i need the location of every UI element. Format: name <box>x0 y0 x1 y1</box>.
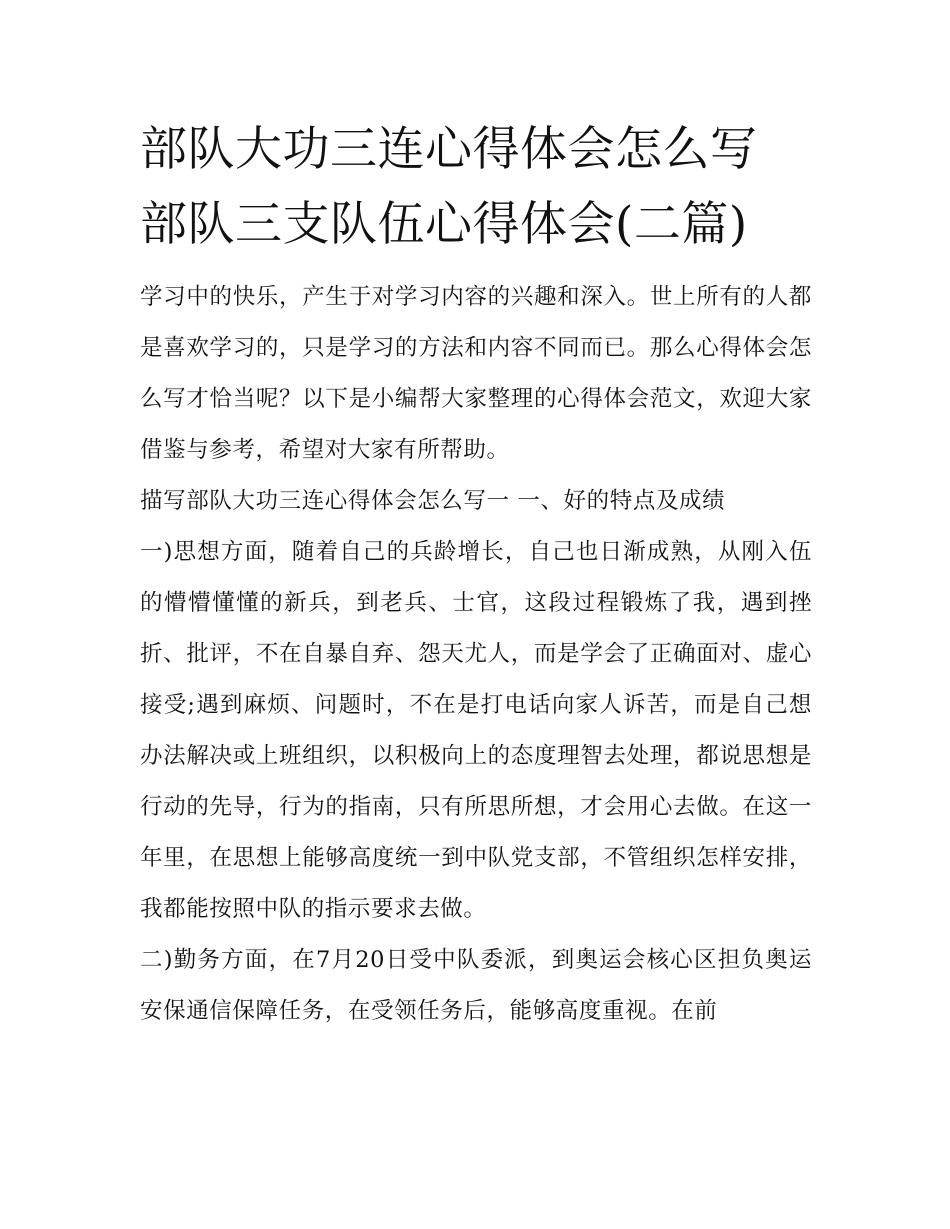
document-title <box>140 112 812 262</box>
intro-paragraph: 学习中的快乐，产生于对学习内容的兴趣和深入。世上所有的人都是喜欢学习的，只是学习的方法和内容不同而已。那么心得体会怎么写才恰当呢？以下是小编帮大家整理的心得体会范文，欢迎大家借鉴与参考，希望对大家有所帮助。 <box>140 284 812 463</box>
duty-paragraph: 二)勤务方面，在7月20日受中队委派，到奥运会核心区担负奥运安保通信保障任务，在受领任务后，能够高度重视。在前 <box>140 947 812 1024</box>
title-line-1: 部队大功三连心得体会怎么写 <box>140 122 758 177</box>
thought-paragraph: 一)思想方面，随着自己的兵龄增长，自己也日渐成熟，从刚入伍的懵懵懂懂的新兵，到老兵、士官，这段过程锻炼了我，遇到挫折、批评，不在自暴自弃、怨天尤人，而是学会了正确面对、虚心接受;遇到麻烦、问题时，不在是打电话向家人诉苦，而是自己想办法解决或上班组织，以积极向上的态度理智去处理，都说思想是行动的先导，行为的指南，只有所思所想，才会用心去做。在这一年里，在思想上能够高度统一到中队党支部，不管组织怎样安排，我都能按照中队的指示要求去做。 <box>140 539 812 922</box>
section-heading: 描写部队大功三连心得体会怎么写一 一、好的特点及成绩 <box>140 488 726 514</box>
title-line-2: 部队三支队伍心得体会(二篇) <box>140 197 748 252</box>
document-content <box>140 112 812 1037</box>
